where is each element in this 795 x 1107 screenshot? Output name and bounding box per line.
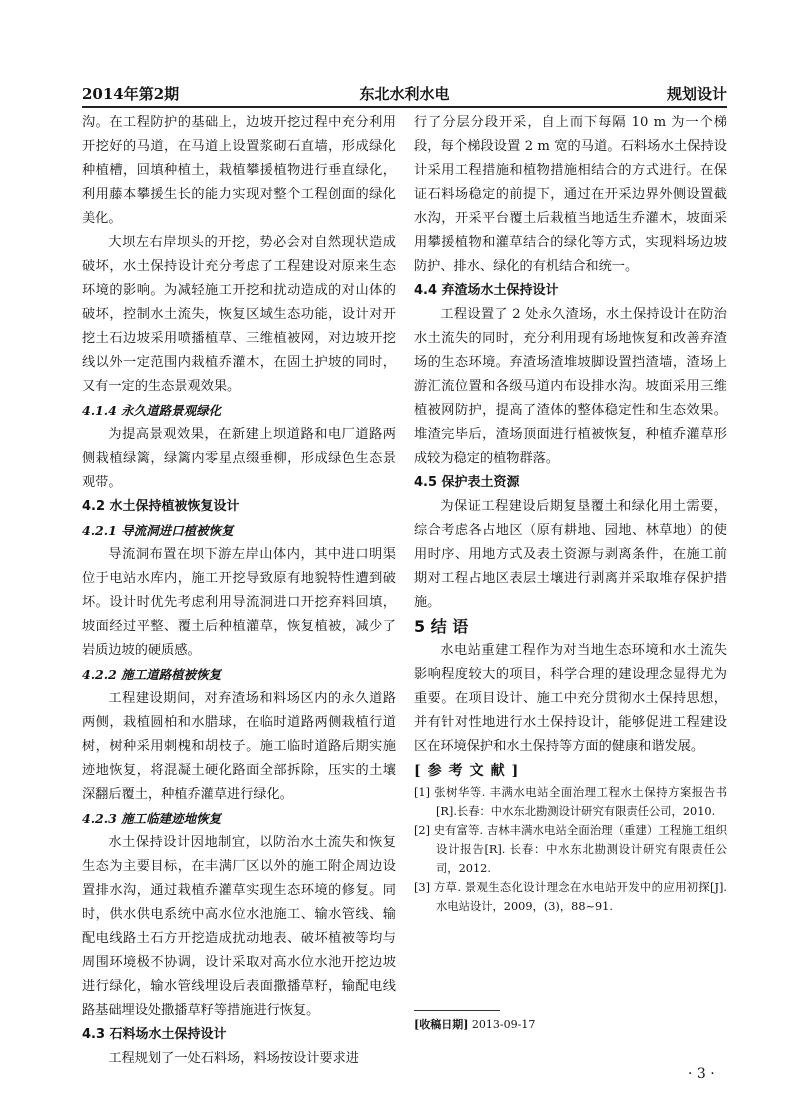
footnote-divider bbox=[414, 1010, 500, 1011]
conclusion-heading: 5 结 语 bbox=[414, 617, 469, 636]
issue-label: 2014年第2期 bbox=[82, 85, 180, 103]
left-column bbox=[82, 111, 396, 1071]
subsection-heading: 4.2.3 施工临建迹地恢复 bbox=[82, 811, 222, 826]
paragraph: 工程设置了 2 处永久渣场，水土保持设计在防治水土流失的同时，充分利用现有场地恢复和改善弃渣场的生态环境。弃渣场渣堆坡脚设置挡渣墙，渣场上游汇流位置和各级马道内布设排水沟。坡面采用三维植被网防护，提高了渣体的整体稳定性和生态效果。堆渣完毕后，渣场顶面进行植被恢复，种植乔灌草形成较为稳定的植物群落。 bbox=[414, 307, 727, 466]
subsection-heading: 4.2.2 施工道路植被恢复 bbox=[82, 667, 222, 682]
paragraph: 行了分层分段开采，自上而下每隔 10 m 为一个梯段，每个梯段设置 2 m 宽的马道。石料场水土保持设计采用工程措施和植物措施相结合的方式进行。在保证石料场稳定的前提下，通过在开采边界外侧设置截水沟，开采平台覆土后栽植当地适生乔灌木，坡面采用攀援植物和灌草结合的绿化等方式，实现料场边坡防护、排水、绿化的有机结合和统一。 bbox=[414, 115, 727, 274]
received-date-note bbox=[414, 1016, 535, 1032]
paragraph: 沟。在工程防护的基础上，边坡开挖过程中充分利用开挖好的马道，在马道上设置浆砌石直墙，形成绿化种植槽，回填种植土，栽植攀援植物进行垂直绿化，利用藤本攀援生长的能力实现对整个工程创面的绿化美化。 bbox=[82, 115, 396, 226]
header-divider bbox=[82, 106, 727, 108]
right-column bbox=[414, 111, 727, 916]
paragraph: 水土保持设计因地制宜，以防治水土流失和恢复生态为主要目标，在丰满厂区以外的施工附企周边设置排水沟，通过栽植乔灌草实现生态环境的修复。同时，供水供电系统中高水位水池施工、输水管线、输配电线路土石方开挖造成扰动地表、破坏植被等均与周围环境极不协调，设计采取对高水位水池开挖边坡进行绿化，输水管线埋设后表面撒播草籽，输配电线路基础埋设处撒播草籽等措施进行恢复。 bbox=[82, 835, 396, 1018]
paragraph: 工程规划了一处石料场，料场按设计要求进 bbox=[108, 1051, 359, 1066]
paragraph: 大坝左右岸坝头的开挖，势必会对自然现状造成破坏，水土保持设计充分考虑了工程建设对原来生态环境的影响。为减轻施工开挖和扰动造成的对山体的破坏，控制水土流失，恢复区域生态功能，设计对开挖土石边坡采用喷播植草、三维植被网，对边坡开挖线以外一定范围内栽植乔灌木，在固土护坡的同时，又有一定的生态景观效果。 bbox=[82, 235, 396, 394]
section-heading: 4.3 石料场水土保持设计 bbox=[82, 1027, 227, 1042]
references-heading: [参考文献] bbox=[414, 763, 526, 779]
section-label: 规划设计 bbox=[666, 85, 727, 103]
paragraph: 水电站重建工程作为对当地生态环境和水土流失影响程度较大的项目，科学合理的建设理念显得尤为重要。在项目设计、施工中充分贯彻水土保持思想，并有针对性地进行水土保持设计，能够促进工程建设区在环境保护和水土保持等方面的健康和谐发展。 bbox=[414, 643, 727, 754]
section-heading: 4.5 保护表土资源 bbox=[414, 475, 520, 490]
journal-title: 东北水利水电 bbox=[359, 85, 450, 103]
page-number: · 3 · bbox=[688, 1066, 715, 1082]
paragraph: 为提高景观效果，在新建上坝道路和电厂道路两侧栽植绿篱，绿篱内零星点缀垂柳，形成绿色生态景观带。 bbox=[82, 427, 396, 490]
reference-item: [3] 方草. 景观生态化设计理念在水电站开发中的应用初探[J].水电站设计，2009，(3)，88~91. bbox=[414, 881, 727, 913]
paragraph: 为保证工程建设后期复垦覆土和绿化用土需要，综合考虑各占地区（原有耕地、园地、林草地）的使用时序、用地方式及表土资源与剥离条件，在施工前期对工程占地区表层土壤进行剥离并采取堆存保护措施。 bbox=[414, 499, 727, 610]
reference-item: [2] 史有富等. 吉林丰满水电站全面治理（重建）工程施工组织设计报告[R]. 长春：中水东北勘测设计研究有限责任公司，2012. bbox=[414, 824, 727, 875]
paragraph: 工程建设期间，对弃渣场和料场区内的永久道路两侧，栽植圆柏和水腊球，在临时道路两侧栽植行道树，树种采用刺槐和胡枝子。施工临时道路后期实施迹地恢复，将混凝土硬化路面全部拆除，压实的土壤深翻后覆土，种植乔灌草进行绿化。 bbox=[82, 691, 396, 802]
paragraph: 导流洞布置在坝下游左岸山体内，其中进口明渠位于电站水库内，施工开挖导致原有地貌特性遭到破坏。设计时优先考虑利用导流洞进口开挖弃料回填，坡面经过平整、覆土后种植灌草，恢复植被，减少了岩质边坡的硬质感。 bbox=[82, 547, 396, 658]
subsection-heading: 4.2.1 导流洞进口植被恢复 bbox=[82, 523, 234, 538]
subsection-heading: 4.1.4 永久道路景观绿化 bbox=[82, 403, 222, 418]
running-header bbox=[82, 82, 727, 106]
reference-item: [1] 张树华等. 丰满水电站全面治理工程水土保持方案报告书[R].长春：中水东北勘测设计研究有限责任公司，2010. bbox=[414, 786, 727, 818]
received-label: [收稿日期] bbox=[414, 1018, 469, 1031]
section-heading: 4.2 水土保持植被恢复设计 bbox=[82, 499, 240, 514]
section-heading: 4.4 弃渣场水土保持设计 bbox=[414, 283, 559, 298]
received-date: 2013-09-17 bbox=[471, 1018, 536, 1031]
